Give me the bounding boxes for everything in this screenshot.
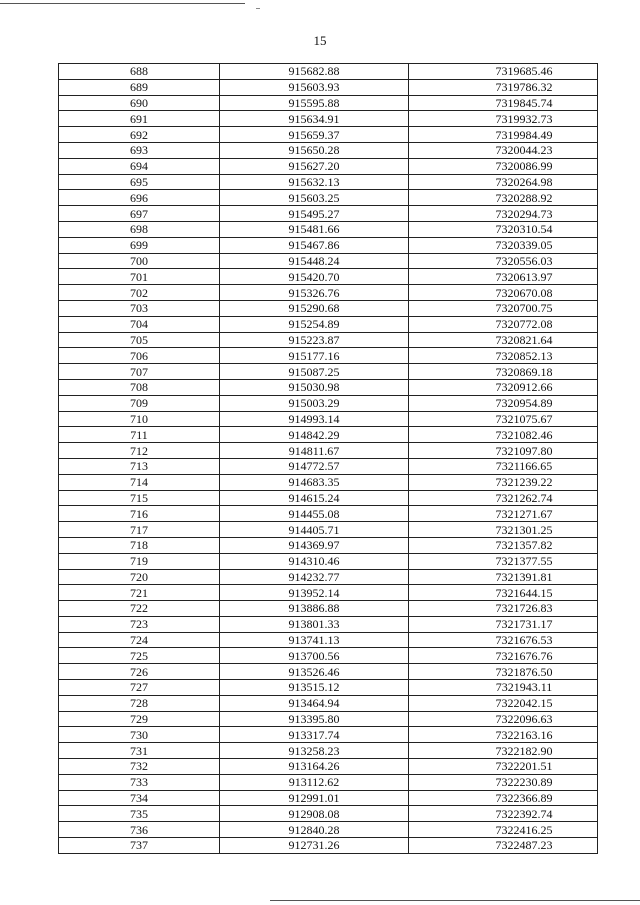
x-coordinate-cell: 915603.25	[220, 190, 409, 206]
x-coordinate-cell: 913317.74	[220, 727, 409, 743]
point-number-cell: 714	[59, 474, 220, 490]
point-number-cell: 689	[59, 79, 220, 95]
point-number-cell: 700	[59, 253, 220, 269]
x-coordinate-cell: 912991.01	[220, 790, 409, 806]
point-number-cell: 716	[59, 506, 220, 522]
x-coordinate-cell: 915603.93	[220, 79, 409, 95]
x-coordinate-cell: 913515.12	[220, 680, 409, 696]
table-row	[59, 127, 598, 143]
table-row	[59, 790, 598, 806]
y-coordinate-cell: 7319685.46	[409, 64, 598, 80]
x-coordinate-cell: 914683.35	[220, 474, 409, 490]
x-coordinate-cell: 915495.27	[220, 206, 409, 222]
point-number-cell: 726	[59, 664, 220, 680]
x-coordinate-cell: 913258.23	[220, 743, 409, 759]
point-number-cell: 736	[59, 822, 220, 838]
table-row	[59, 95, 598, 111]
x-coordinate-cell: 914772.57	[220, 458, 409, 474]
x-coordinate-cell: 914232.77	[220, 569, 409, 585]
table-row	[59, 553, 598, 569]
page-number: 15	[313, 33, 327, 48]
y-coordinate-cell: 7320339.05	[409, 237, 598, 253]
table-row	[59, 458, 598, 474]
x-coordinate-cell: 914993.14	[220, 411, 409, 427]
y-coordinate-cell: 7322230.89	[409, 774, 598, 790]
scan-edge-mark	[256, 8, 260, 9]
y-coordinate-cell: 7321357.82	[409, 537, 598, 553]
table-row	[59, 237, 598, 253]
table-row	[59, 601, 598, 617]
x-coordinate-cell: 914842.29	[220, 427, 409, 443]
table-row	[59, 206, 598, 222]
y-coordinate-cell: 7320556.03	[409, 253, 598, 269]
point-number-cell: 718	[59, 537, 220, 553]
x-coordinate-cell: 915290.68	[220, 300, 409, 316]
x-coordinate-cell: 913741.13	[220, 632, 409, 648]
x-coordinate-cell: 913464.94	[220, 695, 409, 711]
y-coordinate-cell: 7319932.73	[409, 111, 598, 127]
point-number-cell: 725	[59, 648, 220, 664]
point-number-cell: 691	[59, 111, 220, 127]
y-coordinate-cell: 7320044.23	[409, 142, 598, 158]
table-row	[59, 569, 598, 585]
table-row	[59, 348, 598, 364]
point-number-cell: 713	[59, 458, 220, 474]
point-number-cell: 694	[59, 158, 220, 174]
y-coordinate-cell: 7320912.66	[409, 379, 598, 395]
y-coordinate-cell: 7322042.15	[409, 695, 598, 711]
table-row	[59, 648, 598, 664]
point-number-cell: 730	[59, 727, 220, 743]
y-coordinate-cell: 7320310.54	[409, 221, 598, 237]
y-coordinate-cell: 7321301.25	[409, 522, 598, 538]
x-coordinate-cell: 915254.89	[220, 316, 409, 332]
y-coordinate-cell: 7321731.17	[409, 616, 598, 632]
table-row	[59, 506, 598, 522]
y-coordinate-cell: 7320288.92	[409, 190, 598, 206]
y-coordinate-cell: 7321676.76	[409, 648, 598, 664]
y-coordinate-cell: 7320700.75	[409, 300, 598, 316]
point-number-cell: 728	[59, 695, 220, 711]
point-number-cell: 705	[59, 332, 220, 348]
coordinates-table-body	[59, 64, 598, 854]
x-coordinate-cell: 914455.08	[220, 506, 409, 522]
x-coordinate-cell: 914369.97	[220, 537, 409, 553]
point-number-cell: 703	[59, 300, 220, 316]
point-number-cell: 723	[59, 616, 220, 632]
y-coordinate-cell: 7321644.15	[409, 585, 598, 601]
point-number-cell: 727	[59, 680, 220, 696]
point-number-cell: 724	[59, 632, 220, 648]
table-row	[59, 285, 598, 301]
y-coordinate-cell: 7320772.08	[409, 316, 598, 332]
table-row	[59, 427, 598, 443]
table-row	[59, 269, 598, 285]
x-coordinate-cell: 915627.20	[220, 158, 409, 174]
y-coordinate-cell: 7320852.13	[409, 348, 598, 364]
table-row	[59, 474, 598, 490]
y-coordinate-cell: 7320821.64	[409, 332, 598, 348]
table-row	[59, 680, 598, 696]
y-coordinate-cell: 7319786.32	[409, 79, 598, 95]
point-number-cell: 698	[59, 221, 220, 237]
point-number-cell: 701	[59, 269, 220, 285]
point-number-cell: 735	[59, 806, 220, 822]
point-number-cell: 721	[59, 585, 220, 601]
point-number-cell: 692	[59, 127, 220, 143]
table-row	[59, 379, 598, 395]
point-number-cell: 711	[59, 427, 220, 443]
table-row	[59, 806, 598, 822]
x-coordinate-cell: 912840.28	[220, 822, 409, 838]
point-number-cell: 720	[59, 569, 220, 585]
x-coordinate-cell: 913801.33	[220, 616, 409, 632]
table-row	[59, 111, 598, 127]
table-row	[59, 158, 598, 174]
table-row	[59, 743, 598, 759]
y-coordinate-cell: 7321097.80	[409, 443, 598, 459]
x-coordinate-cell: 915634.91	[220, 111, 409, 127]
table-row	[59, 64, 598, 80]
y-coordinate-cell: 7322392.74	[409, 806, 598, 822]
table-row	[59, 142, 598, 158]
x-coordinate-cell: 912908.08	[220, 806, 409, 822]
table-row	[59, 364, 598, 380]
x-coordinate-cell: 913395.80	[220, 711, 409, 727]
x-coordinate-cell: 914811.67	[220, 443, 409, 459]
x-coordinate-cell: 915595.88	[220, 95, 409, 111]
x-coordinate-cell: 915682.88	[220, 64, 409, 80]
x-coordinate-cell: 915467.86	[220, 237, 409, 253]
scan-edge-line-bottom	[270, 900, 640, 901]
y-coordinate-cell: 7321726.83	[409, 601, 598, 617]
point-number-cell: 732	[59, 759, 220, 775]
table-row	[59, 838, 598, 854]
x-coordinate-cell: 914405.71	[220, 522, 409, 538]
point-number-cell: 729	[59, 711, 220, 727]
x-coordinate-cell: 915087.25	[220, 364, 409, 380]
table-row	[59, 174, 598, 190]
y-coordinate-cell: 7322366.89	[409, 790, 598, 806]
y-coordinate-cell: 7321075.67	[409, 411, 598, 427]
y-coordinate-cell: 7320086.99	[409, 158, 598, 174]
x-coordinate-cell: 915632.13	[220, 174, 409, 190]
point-number-cell: 731	[59, 743, 220, 759]
scan-edge-line-top	[0, 3, 245, 4]
y-coordinate-cell: 7319984.49	[409, 127, 598, 143]
coordinates-table	[58, 63, 598, 854]
y-coordinate-cell: 7321676.53	[409, 632, 598, 648]
table-row	[59, 774, 598, 790]
table-row	[59, 822, 598, 838]
table-row	[59, 332, 598, 348]
point-number-cell: 734	[59, 790, 220, 806]
table-row	[59, 585, 598, 601]
point-number-cell: 737	[59, 838, 220, 854]
point-number-cell: 693	[59, 142, 220, 158]
y-coordinate-cell: 7320670.08	[409, 285, 598, 301]
y-coordinate-cell: 7322416.25	[409, 822, 598, 838]
x-coordinate-cell: 915030.98	[220, 379, 409, 395]
y-coordinate-cell: 7320869.18	[409, 364, 598, 380]
table-row	[59, 616, 598, 632]
y-coordinate-cell: 7319845.74	[409, 95, 598, 111]
table-row	[59, 537, 598, 553]
table-row	[59, 79, 598, 95]
table-row	[59, 664, 598, 680]
table-row	[59, 695, 598, 711]
x-coordinate-cell: 915448.24	[220, 253, 409, 269]
x-coordinate-cell: 914615.24	[220, 490, 409, 506]
y-coordinate-cell: 7321271.67	[409, 506, 598, 522]
x-coordinate-cell: 915003.29	[220, 395, 409, 411]
y-coordinate-cell: 7321239.22	[409, 474, 598, 490]
y-coordinate-cell: 7320954.89	[409, 395, 598, 411]
x-coordinate-cell: 913886.88	[220, 601, 409, 617]
table-row	[59, 190, 598, 206]
point-number-cell: 702	[59, 285, 220, 301]
point-number-cell: 695	[59, 174, 220, 190]
point-number-cell: 708	[59, 379, 220, 395]
y-coordinate-cell: 7321166.65	[409, 458, 598, 474]
point-number-cell: 699	[59, 237, 220, 253]
point-number-cell: 709	[59, 395, 220, 411]
point-number-cell: 712	[59, 443, 220, 459]
point-number-cell: 690	[59, 95, 220, 111]
point-number-cell: 704	[59, 316, 220, 332]
table-row	[59, 759, 598, 775]
x-coordinate-cell: 913164.26	[220, 759, 409, 775]
y-coordinate-cell: 7320294.73	[409, 206, 598, 222]
x-coordinate-cell: 913112.62	[220, 774, 409, 790]
table-row	[59, 727, 598, 743]
x-coordinate-cell: 915326.76	[220, 285, 409, 301]
point-number-cell: 722	[59, 601, 220, 617]
table-row	[59, 221, 598, 237]
table-row	[59, 443, 598, 459]
point-number-cell: 719	[59, 553, 220, 569]
y-coordinate-cell: 7321082.46	[409, 427, 598, 443]
y-coordinate-cell: 7321876.50	[409, 664, 598, 680]
x-coordinate-cell: 915650.28	[220, 142, 409, 158]
y-coordinate-cell: 7322201.51	[409, 759, 598, 775]
table-row	[59, 395, 598, 411]
y-coordinate-cell: 7321377.55	[409, 553, 598, 569]
table-row	[59, 632, 598, 648]
y-coordinate-cell: 7322487.23	[409, 838, 598, 854]
x-coordinate-cell: 913526.46	[220, 664, 409, 680]
table-row	[59, 522, 598, 538]
y-coordinate-cell: 7320264.98	[409, 174, 598, 190]
table-row	[59, 490, 598, 506]
point-number-cell: 696	[59, 190, 220, 206]
point-number-cell: 697	[59, 206, 220, 222]
y-coordinate-cell: 7321262.74	[409, 490, 598, 506]
x-coordinate-cell: 912731.26	[220, 838, 409, 854]
y-coordinate-cell: 7322182.90	[409, 743, 598, 759]
table-row	[59, 253, 598, 269]
y-coordinate-cell: 7321391.81	[409, 569, 598, 585]
x-coordinate-cell: 915223.87	[220, 332, 409, 348]
y-coordinate-cell: 7322096.63	[409, 711, 598, 727]
y-coordinate-cell: 7320613.97	[409, 269, 598, 285]
x-coordinate-cell: 914310.46	[220, 553, 409, 569]
table-row	[59, 711, 598, 727]
y-coordinate-cell: 7321943.11	[409, 680, 598, 696]
x-coordinate-cell: 913952.14	[220, 585, 409, 601]
table-row	[59, 411, 598, 427]
x-coordinate-cell: 915481.66	[220, 221, 409, 237]
x-coordinate-cell: 915420.70	[220, 269, 409, 285]
point-number-cell: 733	[59, 774, 220, 790]
x-coordinate-cell: 913700.56	[220, 648, 409, 664]
table-row	[59, 300, 598, 316]
x-coordinate-cell: 915659.37	[220, 127, 409, 143]
point-number-cell: 707	[59, 364, 220, 380]
point-number-cell: 710	[59, 411, 220, 427]
point-number-cell: 717	[59, 522, 220, 538]
table-row	[59, 316, 598, 332]
point-number-cell: 688	[59, 64, 220, 80]
y-coordinate-cell: 7322163.16	[409, 727, 598, 743]
point-number-cell: 715	[59, 490, 220, 506]
x-coordinate-cell: 915177.16	[220, 348, 409, 364]
point-number-cell: 706	[59, 348, 220, 364]
